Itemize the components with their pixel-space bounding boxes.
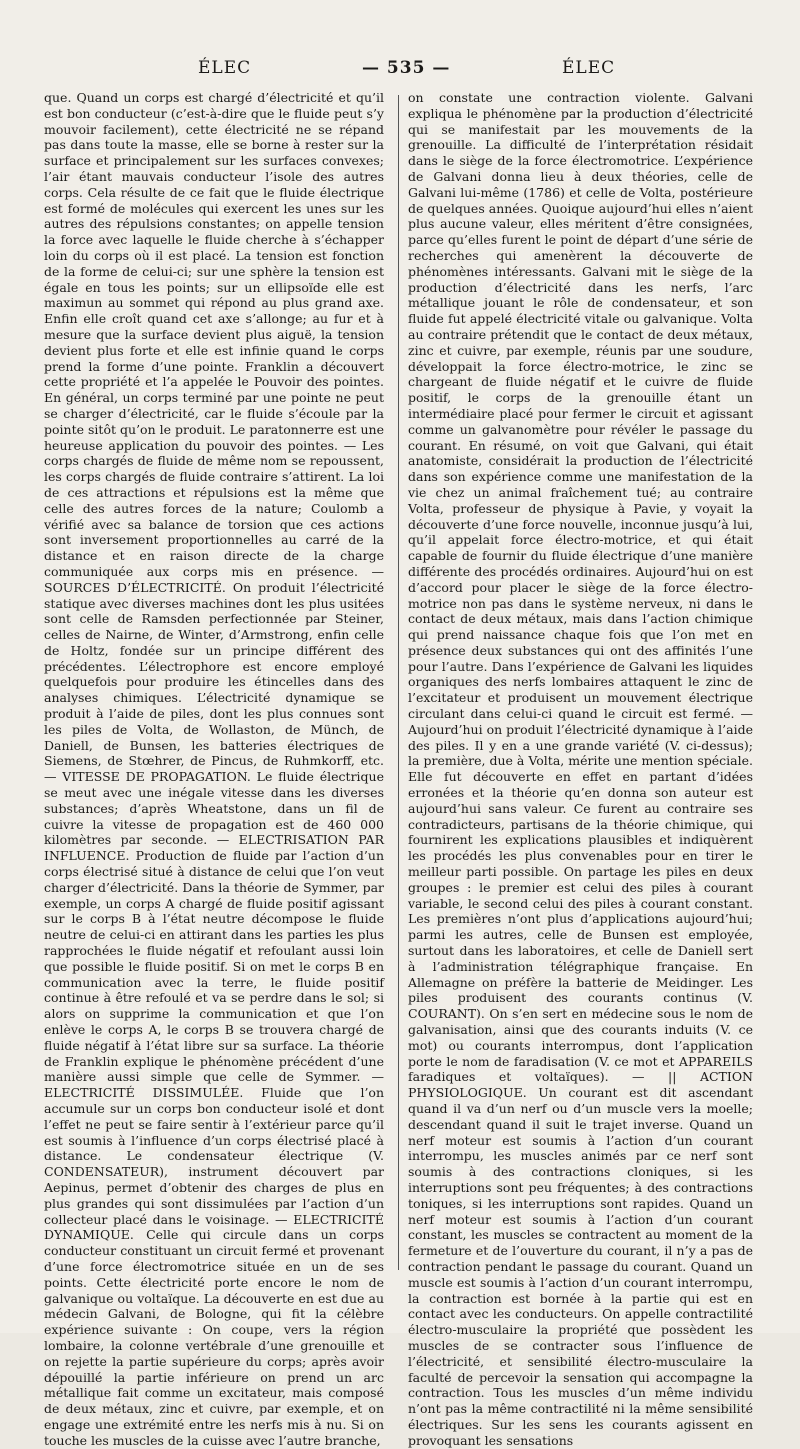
column-left-text: que. Quand un corps est chargé d’électricité et qu’il est bon conducteur (c’est-à-dire que le fluide peut s’y mouvoir facilement), cette électricité ne se répand pas dans toute la masse, elle se borne à rester sur la surface et principalement sur les surfaces convexes; l’air étant mauvais conducteur l’isole des autres corps. Cela résulte de ce fait que le fluide électrique est formé de molécules qui exercent les unes sur les autres des répulsions constantes; on appelle tension la force avec laquelle le fluide cherche à s’échapper loin du corps où il est placé. La tension est fonction de la forme de celui-ci; sur une sphère la tension est égale en tous les points; sur un ellipsoïde elle est maximun au sommet qui répond au plus grand axe. Enfin elle croît quand cet axe s’allonge; au fur et à mesure que la surface devient plus aiguë, la tension devient plus forte et elle est infinie quand le corps prend la forme d’une pointe. Franklin a découvert cette propriété et l’a appelée le Pouvoir des pointes. En général, un corps terminé par une pointe ne peut se charger d’électricité, car le fluide s’écoule par la pointe sitôt qu’on le produit. Le paratonnerre est une heureuse application du pouvoir des pointes. — Les corps chargés de fluide de même nom se repoussent, les corps chargés de fluide contraire s’attirent. La loi de ces attractions et répulsions est la même que celle des autres forces de la nature; Coulomb a vérifié avec sa balance de torsion que ces actions sont inversement proportionnelles au carré de la distance et en raison directe de la charge communiquée aux corps mis en présence. — SOURCES D’ÉLECTRICITÉ. On produit l’électricité statique avec diverses machines dont les plus usitées sont celle de Ramsden perfectionnée par Steiner, celles de Nairne, de Winter, d’Armstrong, enfin celle de Holtz, fondée sur un principe différent des précédentes. L’électrophore est encore employé quelquefois pour produire les étincelles dans des analyses chimiques. L’électricité dynamique se produit à l’aide de piles, dont les plus connues sont les piles de Volta, de Wollaston, de Münch, de Daniell, de Bunsen, les batteries électriques de Siemens, de Stœhrer, de Pincus, de Ruhmkorff, etc. — VITESSE DE PROPAGATION. Le fluide électrique se meut avec une inégale vitesse dans les diverses substances; d’après Wheatstone, dans un fil de cuivre la vitesse de propagation est de 460 000 kilomètres par seconde. — ELECTRISATION PAR INFLUENCE. Production de fluide par l’action d’un corps électrisé situé à distance de celui que l’on veut charger d’électricité. Dans la théorie de Symmer, par exemple, un corps A chargé de fluide positif agissant sur le corps B à l’état neutre décompose le fluide neutre de celui-ci en attirant dans les parties les plus rapprochées le fluide négatif et refoulant aussi loin que possible le fluide positif. Si on met le corps B en communication avec la terre, le fluide positif continue à être refoulé et va se perdre dans le sol; si alors on supprime la communication et que l’on enlève le corps A, le corps B se trouvera chargé de fluide négatif à l’état libre sur sa surface. La théorie de Franklin explique le phénomène précédent d’une manière aussi simple que celle de Symmer. — ELECTRICITÉ DISSIMULÉE. Fluide que l’on accumule sur un corps bon conducteur isolé et dont l’effet ne peut se faire sentir à l’extérieur parce qu’il est soumis à l’influence d’un corps électrisé placé à distance. Le condensateur électrique (V. CONDENSATEUR), instrument découvert par Aepinus, permet d’obtenir des charges de plus en plus grandes qui sont dissimulées par l’action d’un collecteur placé dans le voisinage. — ELECTRICITÉ DYNAMIQUE. Celle qui circule dans un corps conducteur constituant un circuit fermé et provenant d’une force électromotrice située en un de ses points. Cette électricité porte encore le nom de galvanique ou voltaïque. La découverte en est due au médecin Galvani, de Bologne, qui fit la célèbre expérience suivante : On coupe, vers la région lombaire, la colonne vertébrale d’une grenouille et on rejette la partie supérieure du corps; après avoir dépouillé la partie inférieure on prend un arc métallique fait comme un excitateur, mais composé de deux métaux, zinc et cuivre, par exemple, et on engage une extrémité entre les nerfs mis à nu. Si on touche les muscles de la cuisse avec l’autre branche, bbox=[44, 90, 384, 1448]
text-column-right bbox=[408, 90, 753, 1449]
column-right-text: on constate une contraction violente. Galvani expliqua le phénomène par la production d’électricité qui se manifestait par les mouvements de la grenouille. La difficulté de l’interprétation résidait dans le siège de la force électromotrice. L’expérience de Galvani donna lieu à deux théories, celle de Galvani lui-même (1786) et celle de Volta, postérieure de quelques années. Quoique aujourd’hui elles n’aient plus aucune valeur, elles méritent d’être consignées, parce qu’elles furent le point de départ d’une série de recherches qui amenèrent la découverte de phénomènes intéressants. Galvani mit le siège de la production d’électricité dans les nerfs, l’arc métallique jouant le rôle de condensateur, et son fluide fut appelé électricité vitale ou galvanique. Volta au contraire prétendit que le contact de deux métaux, zinc et cuivre, par exemple, réunis par une soudure, développait la force électro-motrice, le zinc se chargeant de fluide négatif et le cuivre de fluide positif, le corps de la grenouille étant un intermédiaire placé pour fermer le circuit et agissant comme un galvanomètre pour révéler le passage du courant. En résumé, on voit que Galvani, qui était anatomiste, considérait la production de l’électricité dans son expérience comme une manifestation de la vie chez un animal fraîchement tué; au contraire Volta, professeur de physique à Pavie, y voyait la découverte d’une force nouvelle, inconnue jusqu’à lui, qu’il appelait force électro-motrice, et qui était capable de fournir du fluide électrique d’une manière différente des procédés ordinaires. Aujourd’hui on est d’accord pour placer le siège de la force électro-motrice non pas dans le système nerveux, ni dans le contact de deux métaux, mais dans l’action chimique qui prend naissance chaque fois que l’on met en présence deux substances qui ont des affinités l’une pour l’autre. Dans l’expérience de Galvani les liquides organiques des nerfs lombaires attaquent le zinc de l’excitateur et produisent un mouvement électrique circulant dans celui-ci quand le circuit est fermé. — Aujourd’hui on produit l’électricité dynamique à l’aide des piles. Il y en a une grande variété (V. ci-dessus); la première, due à Volta, mérite une mention spéciale. Elle fut découverte en effet en partant d’idées erronées et la théorie qu’en donna son auteur est aujourd’hui sans valeur. Ce furent au contraire ses contradicteurs, partisans de la théorie chimique, qui fournirent les explications plausibles et indiquèrent les procédés les plus convenables pour en tirer le meilleur parti possible. On partage les piles en deux groupes : le premier est celui des piles à courant variable, le second celui des piles à courant constant. Les premières n’ont plus d’applications aujourd’hui; parmi les autres, celle de Bunsen est employée, surtout dans les laboratoires, et celle de Daniell sert à l’administration télégraphique française. En Allemagne on préfère la batterie de Meidinger. Les piles produisent des courants continus (V. COURANT). On s’en sert en médecine sous le nom de galvanisation, ainsi que des courants induits (V. ce mot) ou courants interrompus, dont l’application porte le nom de faradisation (V. ce mot et APPAREILS faradiques et voltaïques). — || ACTION PHYSIOLOGIQUE. Un courant est dit ascendant quand il va d’un nerf ou d’un muscle vers la moelle; descendant quand il suit le trajet inverse. Quand un nerf moteur est soumis à l’action d’un courant interrompu, les muscles animés par ce nerf sont soumis à des contractions cloniques, si les interruptions sont peu fréquentes; à des contractions toniques, si les interruptions sont rapides. Quand un nerf moteur est soumis à l’action d’un courant constant, les muscles se contractent au moment de la fermeture et de l’ouverture du courant, il n’y a pas de contraction pendant le passage du courant. Quand un muscle est soumis à l’action d’un courant interrompu, la contraction est bornée à la partie qui est en contact avec les conducteurs. On appelle contractilité électro-musculaire la propriété que possèdent les muscles de se contracter sous l’influence de l’électricité, et sensibilité électro-musculaire la faculté de percevoir la sensation qui accompagne la contraction. Tous les muscles d’un même individu n’ont pas la même contractilité ni la même sensibilité électriques. Sur les sens les courants agissent en provoquant les sensations bbox=[408, 90, 753, 1448]
page-number: — 535 — bbox=[362, 58, 451, 78]
text-column-left bbox=[44, 90, 384, 1449]
running-head-right: ÉLEC bbox=[562, 58, 616, 78]
running-head-left: ÉLEC bbox=[198, 58, 252, 78]
column-divider bbox=[398, 95, 399, 1270]
